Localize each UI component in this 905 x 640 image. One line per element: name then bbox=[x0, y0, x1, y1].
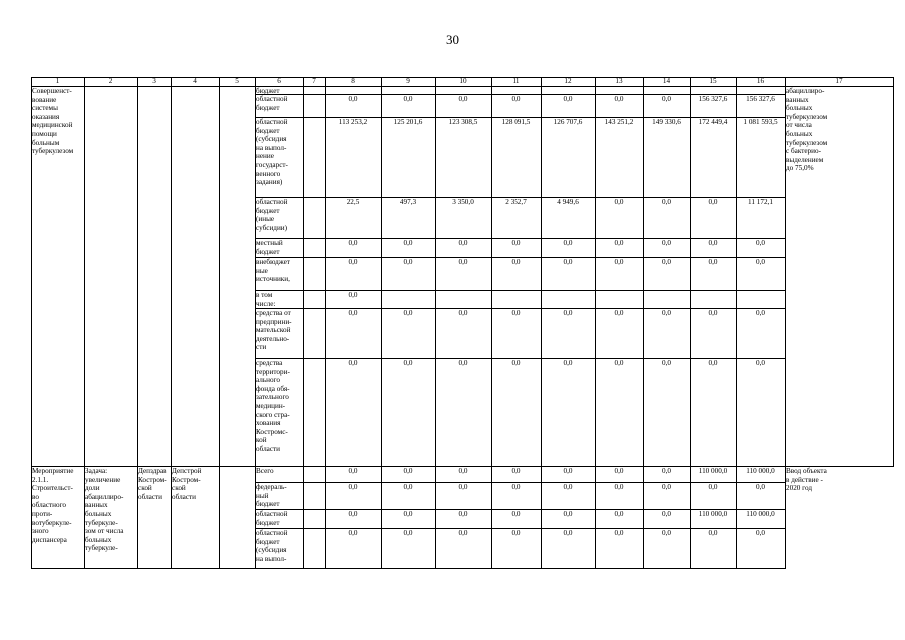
block1-source-5: внебюджет ные источники, bbox=[256, 258, 290, 284]
col-header-17: 17 bbox=[835, 77, 843, 85]
block2-executor: Депздрав Костром- ской области bbox=[138, 467, 167, 501]
col-header-10: 10 bbox=[459, 77, 467, 85]
block1-value-r8-c9: 0,0 bbox=[403, 359, 413, 367]
block1-source-6: в том числе: bbox=[256, 291, 276, 308]
block1-value-r8-c12: 0,0 bbox=[563, 359, 573, 367]
block2-value-r1-c15: 0,0 bbox=[708, 483, 718, 491]
block1-source-2: областной бюджет (субсидия на выпол- нение государст- венного задания) bbox=[256, 118, 288, 187]
block1-value-r4-c8: 0,0 bbox=[348, 239, 358, 247]
block1-value-r3-c14: 0,0 bbox=[662, 198, 671, 206]
block1-value-r7-c12: 0,0 bbox=[563, 309, 573, 317]
block1-value-r5-c13: 0,0 bbox=[614, 258, 624, 266]
block1-value-r2-c8: 113 253,2 bbox=[338, 118, 368, 126]
block1-value-r3-c8: 22,5 bbox=[346, 198, 360, 206]
block1-value-r7-c16: 0,0 bbox=[756, 309, 765, 317]
block1-value-r2-c11: 128 091,5 bbox=[501, 118, 531, 126]
block1-value-r1-c14: 0,0 bbox=[662, 95, 671, 103]
block1-value-r7-c11: 0,0 bbox=[511, 309, 521, 317]
block1-name: Совершенст- вование системы оказания медицинской помощи больным туберкулезом bbox=[32, 87, 74, 156]
block1-value-r4-c9: 0,0 bbox=[403, 239, 413, 247]
block2-indicator: Ввод объекта в действие - 2020 год bbox=[786, 467, 827, 493]
block1-value-r1-c15: 156 327,6 bbox=[698, 95, 728, 103]
col-header-9: 9 bbox=[406, 77, 410, 85]
block1-value-r5-c10: 0,0 bbox=[458, 258, 468, 266]
block2-source-3: областной бюджет (субсидия на выпол- bbox=[256, 529, 288, 563]
block2-value-r0-c8: 0,0 bbox=[348, 467, 358, 475]
block1-source-7: средства от предприни- мательской деятельно- сти bbox=[256, 309, 292, 352]
block1-source-8: средства территори- ального фонда обя- зательного медицин- ского стра- хования Костромс- кой области bbox=[256, 359, 290, 453]
block1-value-r8-c15: 0,0 bbox=[708, 359, 718, 367]
block1-source-4: местный бюджет bbox=[256, 239, 283, 256]
block1-value-r8-c11: 0,0 bbox=[511, 359, 521, 367]
block2-value-r2-c10: 0,0 bbox=[458, 510, 468, 518]
block1-value-r7-c9: 0,0 bbox=[403, 309, 413, 317]
block1-value-r1-c12: 0,0 bbox=[563, 95, 573, 103]
block2-value-r3-c11: 0,0 bbox=[511, 529, 521, 537]
block2-value-r1-c14: 0,0 bbox=[662, 483, 671, 491]
block2-value-r2-c9: 0,0 bbox=[403, 510, 413, 518]
page-number: 30 bbox=[446, 32, 459, 47]
block1-value-r3-c12: 4 949,6 bbox=[557, 198, 579, 206]
block1-value-r1-c11: 0,0 bbox=[511, 95, 521, 103]
block2-value-r1-c13: 0,0 bbox=[614, 483, 624, 491]
block1-value-r7-c10: 0,0 bbox=[458, 309, 468, 317]
col-header-11: 11 bbox=[512, 77, 520, 85]
block2-value-r3-c10: 0,0 bbox=[458, 529, 468, 537]
col-header-4: 4 bbox=[193, 77, 197, 85]
block2-value-r0-c12: 0,0 bbox=[563, 467, 573, 475]
block1-value-r2-c13: 143 251,2 bbox=[604, 118, 634, 126]
block2-value-r0-c14: 0,0 bbox=[662, 467, 671, 475]
block2-value-r0-c10: 0,0 bbox=[458, 467, 468, 475]
col-header-13: 13 bbox=[615, 77, 623, 85]
block1-value-r5-c14: 0,0 bbox=[662, 258, 671, 266]
col-header-3: 3 bbox=[152, 77, 156, 85]
block2-value-r3-c9: 0,0 bbox=[403, 529, 413, 537]
block2-value-r2-c14: 0,0 bbox=[662, 510, 671, 518]
col-header-15: 15 bbox=[709, 77, 717, 85]
block2-co-executor: Депстрой Костром- ской области bbox=[172, 467, 202, 501]
block1-value-r3-c10: 3 350,0 bbox=[452, 198, 474, 206]
block1-value-r8-c16: 0,0 bbox=[756, 359, 765, 367]
block1-value-r5-c8: 0,0 bbox=[348, 258, 358, 266]
block1-value-r2-c16: 1 081 593,5 bbox=[743, 118, 778, 126]
col-header-16: 16 bbox=[756, 77, 765, 85]
block1-value-r3-c15: 0,0 bbox=[708, 198, 718, 206]
block1-value-r7-c13: 0,0 bbox=[614, 309, 624, 317]
block1-value-r7-c15: 0,0 bbox=[708, 309, 718, 317]
block1-source-0: бюджет bbox=[256, 87, 280, 95]
block1-value-r8-c14: 0,0 bbox=[662, 359, 671, 367]
block1-value-r7-c8: 0,0 bbox=[348, 309, 358, 317]
block1-value-r4-c10: 0,0 bbox=[458, 239, 468, 247]
block2-value-r0-c16: 110 000,0 bbox=[746, 467, 775, 475]
block1-value-r1-c9: 0,0 bbox=[403, 95, 413, 103]
block2-source-2: областной бюджет bbox=[256, 510, 288, 527]
block1-value-r1-c13: 0,0 bbox=[614, 95, 624, 103]
block2-value-r0-c9: 0,0 bbox=[403, 467, 413, 475]
block2-value-r3-c15: 0,0 bbox=[708, 529, 718, 537]
block2-value-r0-c15: 110 000,0 bbox=[698, 467, 728, 475]
block1-value-r4-c12: 0,0 bbox=[563, 239, 573, 247]
block1-value-r1-c8: 0,0 bbox=[348, 95, 358, 103]
block2-value-r1-c10: 0,0 bbox=[458, 483, 468, 491]
col-header-8: 8 bbox=[351, 77, 355, 85]
block2-value-r1-c12: 0,0 bbox=[563, 483, 573, 491]
col-header-5: 5 bbox=[235, 77, 239, 85]
block1-indicator: абациллиро- ванных больных туберкулезом от числа больных туберкулезом с бактерио- выделением до 75,0% bbox=[786, 87, 828, 173]
block1-value-r5-c12: 0,0 bbox=[563, 258, 573, 266]
block2-value-r2-c11: 0,0 bbox=[511, 510, 521, 518]
block2-value-r1-c8: 0,0 bbox=[348, 483, 358, 491]
block1-value-r2-c15: 172 449,4 bbox=[698, 118, 728, 126]
block1-value-r1-c10: 0,0 bbox=[458, 95, 468, 103]
block2-value-r0-c13: 0,0 bbox=[614, 467, 624, 475]
block1-value-r3-c9: 497,3 bbox=[399, 198, 417, 206]
block2-value-r1-c11: 0,0 bbox=[511, 483, 521, 491]
block1-value-r1-c16: 156 327,6 bbox=[746, 95, 775, 103]
block1-value-r2-c9: 125 201,6 bbox=[393, 118, 423, 126]
block2-value-r1-c9: 0,0 bbox=[403, 483, 413, 491]
block1-value-r3-c11: 2 352,7 bbox=[505, 198, 527, 206]
block1-source-1: областной бюджет bbox=[256, 95, 288, 112]
block2-source-0: Всего bbox=[256, 467, 274, 475]
block2-name: Мероприятие 2.1.1. Строительст- во областного проти- вотуберкуле- зного диспансера bbox=[32, 467, 74, 544]
block1-value-r8-c13: 0,0 bbox=[614, 359, 624, 367]
block2-value-r2-c16: 110 000,0 bbox=[746, 510, 775, 518]
block1-value-r3-c13: 0,0 bbox=[614, 198, 624, 206]
block1-value-r2-c14: 149 330,6 bbox=[652, 118, 681, 126]
block2-value-r2-c8: 0,0 bbox=[348, 510, 358, 518]
col-header-2: 2 bbox=[108, 77, 113, 85]
block1-source-3: областной бюджет (иные субсидии) bbox=[256, 198, 288, 232]
block1-value-r8-c10: 0,0 bbox=[458, 359, 468, 367]
block2-value-r2-c12: 0,0 bbox=[563, 510, 573, 518]
block1-value-r2-c12: 126 707,6 bbox=[553, 118, 583, 126]
block2-value-r0-c11: 0,0 bbox=[511, 467, 521, 475]
block1-value-r5-c11: 0,0 bbox=[511, 258, 521, 266]
block2-value-r3-c8: 0,0 bbox=[348, 529, 358, 537]
block2-task: Задача: увеличение доли абациллиро- ванных больных туберкуле- зом от числа больных туберкуле- bbox=[85, 467, 124, 553]
budget-table bbox=[31, 77, 893, 568]
block1-value-r4-c13: 0,0 bbox=[614, 239, 624, 247]
block1-value-r8-c8: 0,0 bbox=[348, 359, 358, 367]
col-header-12: 12 bbox=[564, 77, 572, 85]
col-header-6: 6 bbox=[277, 77, 281, 85]
block1-value-r5-c9: 0,0 bbox=[403, 258, 413, 266]
block1-value-r6-c8: 0,0 bbox=[348, 291, 358, 299]
block2-value-r3-c12: 0,0 bbox=[563, 529, 573, 537]
block2-value-r3-c14: 0,0 bbox=[662, 529, 671, 537]
block2-value-r2-c15: 110 000,0 bbox=[698, 510, 728, 518]
block1-value-r7-c14: 0,0 bbox=[662, 309, 671, 317]
block1-value-r5-c16: 0,0 bbox=[756, 258, 765, 266]
block2-value-r3-c16: 0,0 bbox=[756, 529, 765, 537]
block1-value-r4-c11: 0,0 bbox=[511, 239, 521, 247]
block1-value-r4-c15: 0,0 bbox=[708, 239, 718, 247]
block1-value-r2-c10: 123 308,5 bbox=[448, 118, 478, 126]
block1-value-r4-c14: 0,0 bbox=[662, 239, 671, 247]
col-header-1: 1 bbox=[55, 77, 60, 85]
block2-value-r1-c16: 0,0 bbox=[756, 483, 765, 491]
block1-value-r3-c16: 11 172,1 bbox=[748, 198, 773, 206]
block2-value-r3-c13: 0,0 bbox=[614, 529, 624, 537]
block2-value-r2-c13: 0,0 bbox=[614, 510, 624, 518]
block1-value-r5-c15: 0,0 bbox=[708, 258, 718, 266]
block1-value-r4-c16: 0,0 bbox=[756, 239, 765, 247]
col-header-7: 7 bbox=[312, 77, 316, 85]
col-header-14: 14 bbox=[662, 77, 671, 85]
block2-source-1: федераль- ный бюджет bbox=[256, 483, 287, 509]
